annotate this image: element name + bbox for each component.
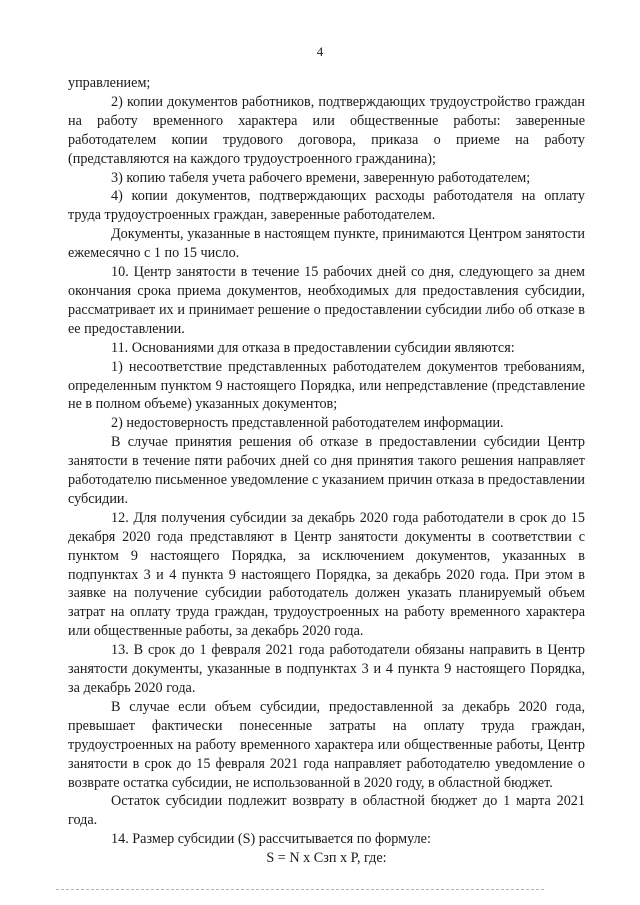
paragraph-item-4: 4) копии документов, подтверждающих расходы работодателя на оплату труда трудоустроенных граждан, заверенные работодателем.: [68, 188, 585, 224]
page-number: 4: [316, 44, 324, 59]
paragraph-remainder-return: Остаток субсидии подлежит возврату в областной бюджет до 1 марта 2021 года.: [68, 793, 585, 829]
paragraph-documents-acceptance: Документы, указанные в настоящем пункте, принимаются Центром занятости ежемесячно с 1 по 15 число.: [68, 226, 585, 262]
paragraph-clause-12: 12. Для получения субсидии за декабрь 2020 года работодатели в срок до 15 декабря 2020 года представляют в Центр занятости документы в соответствии с пунктом 9 настоящего Порядка, за исключением документов, указанных в подпунктах 3 и 4 пункта 9 настоящего Порядка, за декабрь 2020 года. При этом в заявке на получение субсидии работодатель должен указать планируемый объем затрат на оплату труда граждан, трудоустроенных на работу временного характера или общественные работы, за декабрь 2020 года.: [68, 509, 585, 640]
paragraph-clause-11-item-1: 1) несоответствие представленных работодателем документов требованиям, определенным пунктом 9 настоящего Порядка, или непредставление (представление не в полном объеме) указанных документов;: [68, 358, 585, 413]
paragraph-item-3: 3) копию табеля учета рабочего времени, заверенную работодателем;: [111, 169, 531, 186]
document-body: [68, 74, 585, 868]
paragraph-clause-11: 11. Основаниями для отказа в предоставлении субсидии являются:: [111, 339, 515, 356]
paragraph-refusal-notice: В случае принятия решения об отказе в предоставлении субсидии Центр занятости в течение пяти рабочих дней со дня принятия такого решения направляет работодателю письменное уведомление с указанием причин отказа в предоставлении субсидии.: [68, 434, 585, 507]
bottom-divider: [56, 889, 544, 890]
paragraph-clause-11-item-2: 2) недостоверность представленной работодателем информации.: [111, 415, 504, 432]
paragraph-clause-10: 10. Центр занятости в течение 15 рабочих дней со дня, следующего за днем окончания срока приема документов, необходимых для предоставления субсидии, рассматривает их и принимает решение о предоставлении субсидии либо об отказе в ее предоставлении.: [68, 264, 585, 337]
formula: S = N x Сзп x P, где:: [266, 850, 387, 867]
paragraph-clause-13: 13. В срок до 1 февраля 2021 года работодатели обязаны направить в Центр занятости документы, указанные в подпунктах 3 и 4 пункта 9 настоящего Порядка, за декабрь 2020 года.: [68, 642, 585, 696]
paragraph-continuation: управлением;: [68, 75, 151, 91]
paragraph-excess-subsidy: В случае если объем субсидии, предоставленной за декабрь 2020 года, превышает фактически понесенные затраты на оплату труда граждан, трудоустроенных на работу временного характера или общественные работы, Центр занятости в срок до 15 февраля 2021 года направляет работодателю уведомление о возврате остатка субсидии, не использованной в 2020 году, в областной бюджет.: [68, 698, 585, 791]
paragraph-item-2: 2) копии документов работников, подтверждающих трудоустройство граждан на работу временного характера или общественные работы: заверенные работодателем копии трудового договора, приказа о приеме на работу (представляются на каждого трудоустроенного гражданина);: [68, 93, 585, 167]
paragraph-clause-14: 14. Размер субсидии (S) рассчитывается по формуле:: [111, 831, 431, 848]
